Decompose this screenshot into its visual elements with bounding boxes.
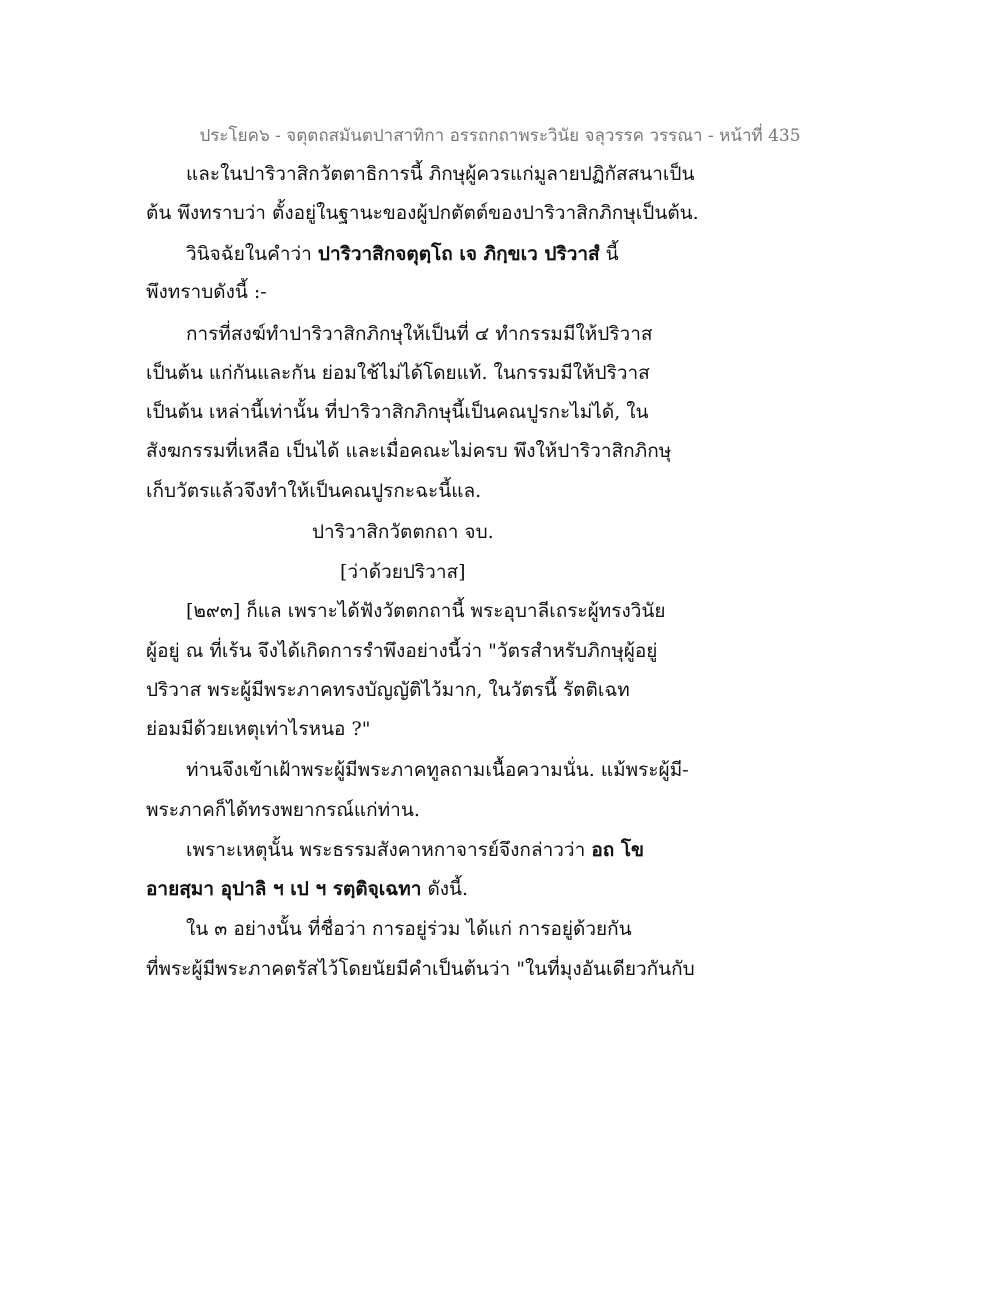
text-segment: ดังนี้. — [421, 878, 469, 900]
pali-term: ปาริวาสิกจตุตฺโถ เจ ภิกฺขเว ปริวาสํ — [317, 243, 600, 265]
text-segment: ปาริวาสิกวัตตกถา จบ. — [312, 521, 494, 543]
text-line — [0, 676, 1000, 704]
text-segment: ย่อมมีด้วยเหตุเท่าไรหนอ ?" — [146, 718, 371, 740]
text-line — [0, 955, 1000, 983]
page-header: ประโยค๖ - จตุตถสมันตปาสาทิกา อรรถกถาพระวินัย จลุวรรค วรรณา - หน้าที่ 435 — [199, 126, 801, 146]
text-line — [0, 875, 1000, 903]
text-line — [0, 756, 1000, 784]
text-segment: ใน ๓ อย่างนั้น ที่ชื่อว่า การอยู่ร่วม ได้แก่ การอยู่ด้วยกัน — [186, 918, 632, 940]
text-segment: ที่พระผู้มีพระภาคตรัสไว้โดยนัยมีคำเป็นต้นว่า "ในที่มุงอันเดียวกันกับ — [146, 958, 695, 980]
pali-term: อายสฺมา อุปาลิ ฯ เป ฯ รตฺติจฺเฉทา — [146, 878, 422, 900]
pali-term: อถ โข — [591, 839, 645, 861]
text-line — [0, 398, 1000, 426]
text-line — [0, 915, 1000, 943]
text-line — [0, 637, 1000, 665]
text-segment: เก็บวัตรแล้วจึงทำให้เป็นคณปูรกะฉะนี้แล. — [146, 480, 482, 502]
text-segment: และในปาริวาสิกวัตตาธิการนี้ ภิกษุผู้ควรแก่มูลายปฏิกัสสนาเป็น — [186, 163, 695, 185]
text-segment: ต้น พึงทราบว่า ตั้งอยู่ในฐานะของผู้ปกตัตต์ของปาริวาสิกภิกษุเป็นต้น. — [146, 202, 699, 224]
text-line — [0, 199, 1000, 227]
text-line — [0, 278, 1000, 306]
text-line — [0, 477, 1000, 505]
section-end-title — [312, 518, 494, 546]
text-segment: [๒๙๓] ก็แล เพราะได้ฟังวัตตกถานี้ พระอุบาลีเถระผู้ทรงวินัย — [186, 600, 666, 622]
text-line — [0, 836, 1000, 864]
text-segment: ผู้อยู่ ณ ที่เร้น จึงได้เกิดการรำพึงอย่างนี้ว่า "วัตรสำหรับภิกษุผู้อยู่ — [146, 640, 658, 662]
text-segment: เป็นต้น เหล่านี้เท่านั้น ที่ปาริวาสิกภิกษุนี้เป็นคณปูรกะไม่ได้, ใน — [146, 401, 649, 423]
text-line — [0, 597, 1000, 625]
section-heading — [340, 558, 466, 586]
text-line — [0, 320, 1000, 348]
text-segment: เพราะเหตุนั้น พระธรรมสังคาหกาจารย์จึงกล่าวว่า — [186, 839, 592, 861]
text-segment: สังฆกรรมที่เหลือ เป็นได้ และเมื่อคณะไม่ครบ พึงให้ปาริวาสิกภิกษุ — [146, 440, 672, 462]
text-segment: พึงทราบดังนี้ :- — [146, 281, 267, 303]
text-segment: [ว่าด้วยปริวาส] — [340, 561, 466, 583]
text-segment: พระภาคก็ได้ทรงพยากรณ์แก่ท่าน. — [146, 799, 420, 821]
text-line — [0, 796, 1000, 824]
text-line — [0, 437, 1000, 465]
text-line — [0, 715, 1000, 743]
text-segment: เป็นต้น แก่กันและกัน ย่อมใช้ไม่ได้โดยแท้. ในกรรมมีให้ปริวาส — [146, 362, 650, 384]
text-line — [0, 359, 1000, 387]
text-segment: วินิจฉัยในคำว่า — [186, 243, 318, 265]
text-segment: นี้ — [599, 243, 619, 265]
text-segment: ปริวาส พระผู้มีพระภาคทรงบัญญัติไว้มาก, ในวัตรนี้ รัตติเฉท — [146, 679, 630, 701]
text-segment: การที่สงฆ์ทำปาริวาสิกภิกษุให้เป็นที่ ๔ ทำกรรมมีให้ปริวาส — [186, 323, 653, 345]
text-segment: ท่านจึงเข้าเฝ้าพระผู้มีพระภาคทูลถามเนื้อความนั่น. แม้พระผู้มี- — [186, 759, 689, 781]
text-line — [0, 240, 1000, 268]
text-line — [0, 160, 1000, 188]
